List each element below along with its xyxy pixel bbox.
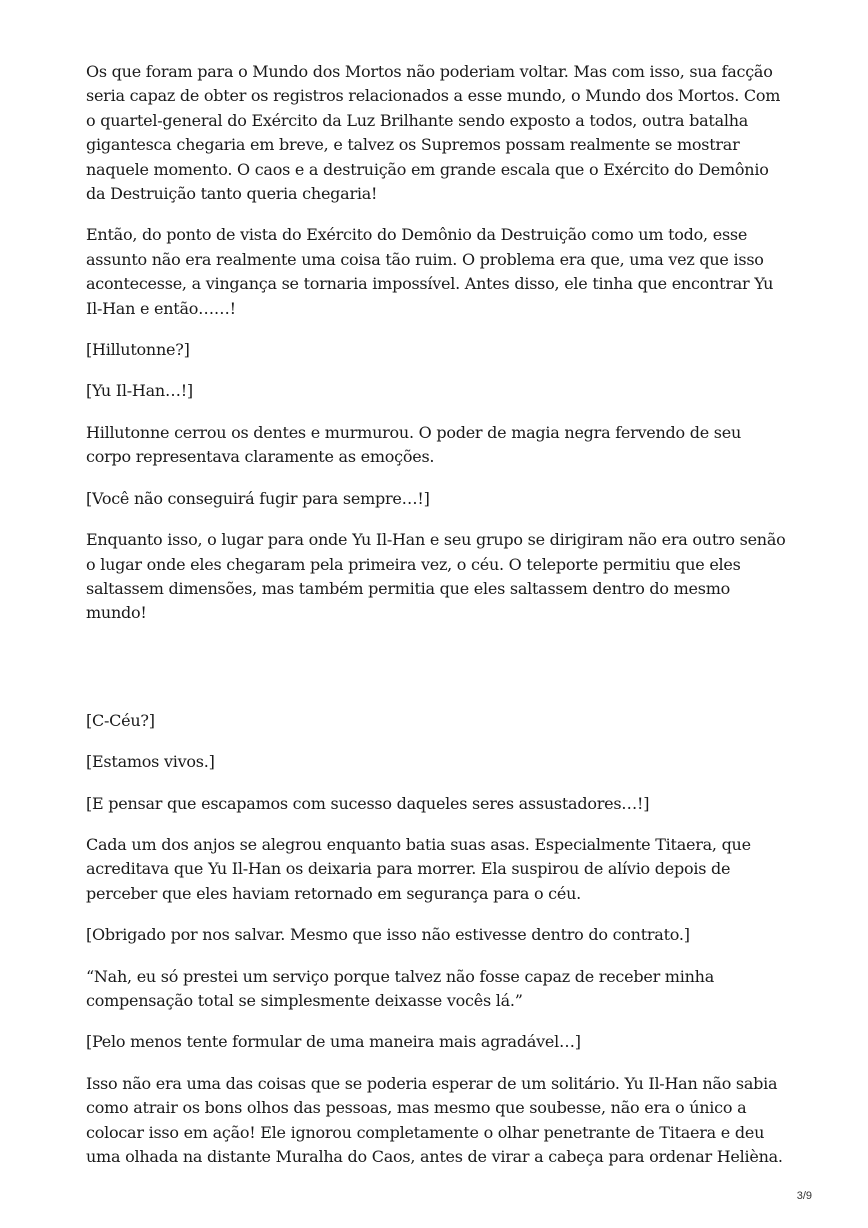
dialogue-line: [E pensar que escapamos com sucesso daqueles seres assustadores…!]	[86, 793, 650, 813]
paragraph: Isso não era uma das coisas que se poderia esperar de um solitário. Yu Il-Han não sabia como atrair os bons olhos das pessoas, mas mesmo que soubesse, não era o único a colocar isso em ação! Ele ignorou completamente o olhar penetrante de Titaera e deu uma olhada na distante Muralha do Caos, antes de virar a cabeça para ordenar Helièna.	[86, 1073, 783, 1166]
paragraph: Os que foram para o Mundo dos Mortos não poderiam voltar. Mas com isso, sua facção seria capaz de obter os registros relacionados a esse mundo, o Mundo dos Mortos. Com o quartel-general do Exército da Luz Brilhante sendo exposto a todos, outra batalha gigantesca chegaria em breve, e talvez os Supremos possam realmente se mostrar naquele momento. O caos e a destruição em grande escala que o Exército do Demônio da Destruição tanto queria chegaria!	[86, 62, 781, 204]
dialogue-line: [Pelo menos tente formular de uma maneira mais agradável…]	[86, 1032, 581, 1052]
paragraph: Cada um dos anjos se alegrou enquanto batia suas asas. Especialmente Titaera, que acreditava que Yu Il-Han os deixaria para morrer. Ela suspirou de alívio depois de perceber que eles haviam retornado em segurança para o céu.	[86, 834, 751, 903]
dialogue-line: [C-Céu?]	[86, 710, 155, 730]
paragraph: Enquanto isso, o lugar para onde Yu Il-Han e seu grupo se dirigiram não era outro senão o lugar onde eles chegaram pela primeira vez, o céu. O teleporte permitiu que eles saltassem dimensões, mas também permitia que eles saltassem dentro do mesmo mundo!	[86, 530, 786, 623]
paragraph: Então, do ponto de vista do Exército do Demônio da Destruição como um todo, esse assunto não era realmente uma coisa tão ruim. O problema era que, uma vez que isso acontecesse, a vingança se tornaria impossível. Antes disso, ele tinha que encontrar Yu Il-Han e então……!	[86, 225, 774, 318]
page-number: 3/9	[796, 1190, 812, 1202]
dialogue-line: [Obrigado por nos salvar. Mesmo que isso não estivesse dentro do contrato.]	[86, 925, 690, 945]
document-page	[86, 60, 786, 1186]
dialogue-line: “Nah, eu só prestei um serviço porque talvez não fosse capaz de receber minha compensação total se simplesmente deixasse vocês lá.”	[86, 966, 714, 1010]
text-section-1	[86, 60, 786, 626]
section-break	[86, 643, 786, 709]
text-section-2	[86, 709, 786, 1170]
paragraph: Hillutonne cerrou os dentes e murmurou. O poder de magia negra fervendo de seu corpo representava claramente as emoções.	[86, 422, 742, 467]
dialogue-line: [Você não conseguirá fugir para sempre…!]	[86, 488, 430, 508]
dialogue-line: [Hillutonne?]	[86, 340, 190, 360]
dialogue-line: [Estamos vivos.]	[86, 752, 215, 772]
dialogue-line: [Yu Il-Han…!]	[86, 381, 193, 401]
